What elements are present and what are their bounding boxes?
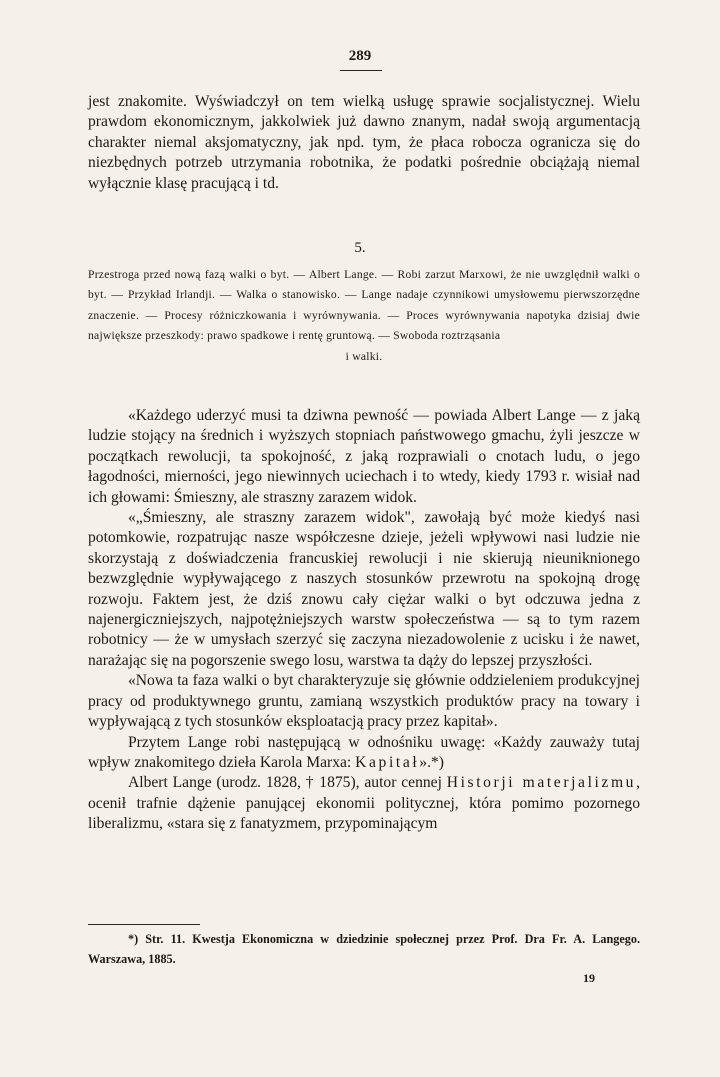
opening-paragraph: jest znakomite. Wyświadczył on tem wielką usługę sprawie socjalistycznej. Wielu prawdom ekonomicznym, jakkolwiek już dawno znanym, nadał swoją argumentacją charakter niemal aksjomatyczny, jak npd. tym, że płaca robocza ogranicza się do niezbędnych potrzeb utrzymania robotnika, że podatki pośrednie obciążają niemal wyłącznie klasę pracującą i td.: [88, 93, 640, 192]
footnote: *) Str. 11. Kwestja Ekonomiczna w dziedzinie społecznej przez Prof. Dra Fr. A. Langego. Warszawa, 1885.: [88, 932, 640, 966]
remark-text-start: Przytem Lange robi następującą w odnośniku uwagę: «Każdy zauważy tutaj wpływ znakomitego dzieła Karola Marxa:: [88, 733, 640, 771]
section-summary-last-line: i walki.: [345, 349, 383, 363]
paragraph-laughable-sight: «„Śmieszny, ale straszny zarazem widok", zawołają być może kiedyś nasi potomkowie, rozpatrując nasze współczesne dzieje, jeżeli wpływowi nasi ludzie nie skorzystają z doświadczenia francuskiej rewolucji i nie skierują nieuniknionego bezwzględnie wypływającego z naszych stosunków przewrotu na spokojną drogę rozwoju. Faktem jest, że dziś znowu cały ciężar walki o byt odczuwa jedna z najenergiczniejszych, najpotężniejszych warstw społeczeństwa — są to tym razem robotnicy — że w umysłach szerzyć się zaczyna niezadowolenie z ucisku i że nawet, narażając się na pogorszenie swego losu, warstwa ta dąży do lepszej przyszłości.: [88, 509, 640, 669]
paragraph-new-phase: «Nowa ta faza walki o byt charakteryzuje się głównie oddzieleniem produkcyjnej pracy od produktywnego gruntu, zamianą wszystkich produktów pracy na towary i wypływającą z tych stosunków eksploatacją pracy przez kapitał».: [88, 672, 640, 731]
paragraph-lange-remark: [88, 733, 640, 774]
capital-title: Kapitał: [355, 753, 420, 771]
section-number: 5.: [354, 240, 366, 256]
main-text: [88, 406, 640, 835]
page-number: 289: [348, 48, 372, 64]
section-summary-text: Przestroga przed nową fazą walki o byt. — Albert Lange. — Robi zarzut Marxowi, że nie uwzględnił walki o byt. — Przykład Irlandji. — Walka o stanowisko. — Lange nadaje czynnikowi umysłowemu pierwszorzędne znaczenie. — Procesy różniczkowania i wyrównywania. — Proces wyrównywania napotyka dzisiaj dwie największe przeszkody: prawo spadkowe i rentę gruntową. — Swoboda roztrząsania: [88, 268, 640, 343]
biography-text-end: , ocenił trafnie dążenie panującej ekonomii politycznej, która pomimo pozornego liberalizmu, «stara się z fanatyzmem, przypominającym: [88, 774, 640, 833]
materialism-title: Historji materjalizmu: [446, 774, 637, 792]
paragraph-quote-lange: «Każdego uderzyć musi ta dziwna pewność — powiada Albert Lange — z jaką ludzie stojący na średnich i wyższych stopniach państwowego gmachu, żyli jeszcze w początkach rewolucji, ta spokojność, z jaką rozprawiali o cnotach ludu, o jego łagodności, mierności, jego niewinnych uciechach i to wtedy, kiedy 1793 r. wisiał nad ich głowami: Śmieszny, ale straszny zarazem widok.: [88, 407, 640, 506]
remark-text-end: ».*): [419, 753, 444, 771]
page-number-underline: [340, 70, 382, 71]
section-summary: [88, 265, 640, 367]
paragraph-lange-biography: [88, 773, 640, 834]
biography-text-start: Albert Lange (urodz. 1828, † 1875), autor cennej: [128, 774, 447, 792]
sheet-signature-number: 19: [583, 971, 595, 985]
footnote-rule: [88, 924, 200, 925]
